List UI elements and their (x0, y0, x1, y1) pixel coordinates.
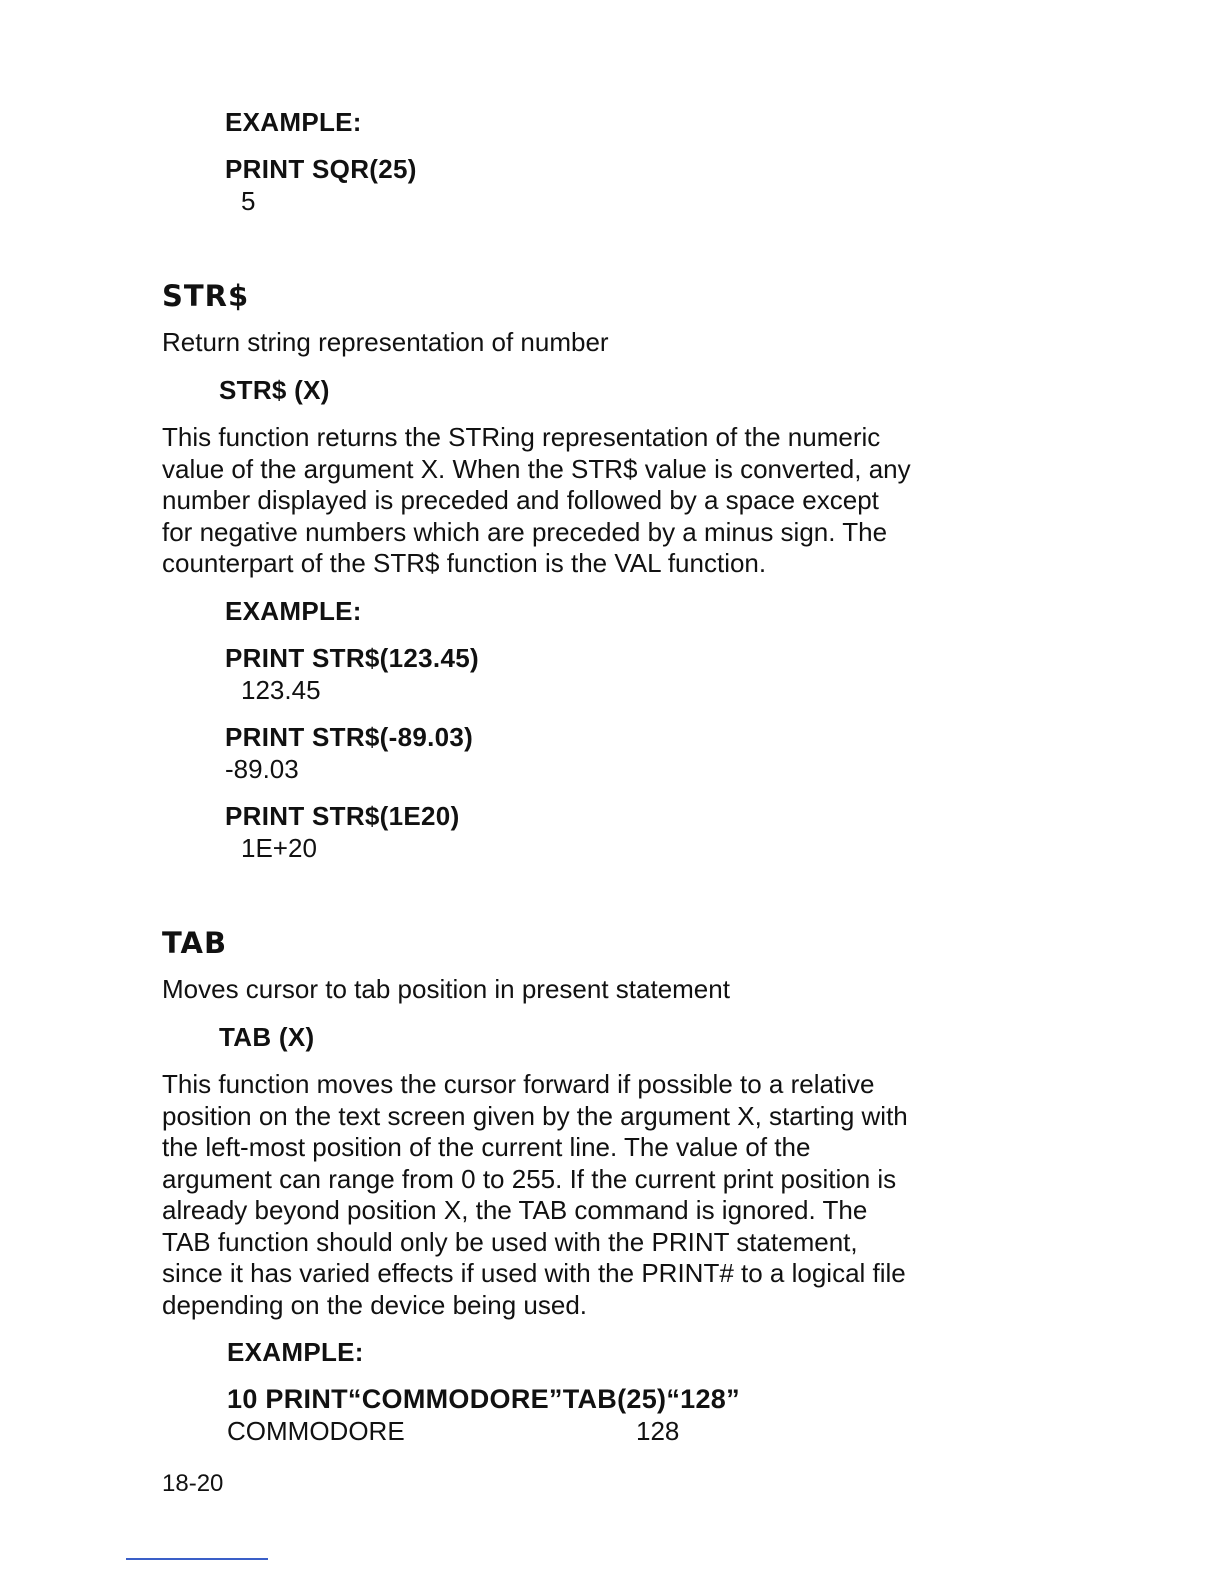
str-heading: STR$ (162, 279, 250, 313)
tab-syntax: TAB (X) (219, 1022, 315, 1052)
sqr-example-command: PRINT SQR(25) (225, 154, 417, 184)
tab-description (162, 1069, 1022, 1321)
str-description-line: This function returns the STRing representation of the numeric (162, 422, 881, 452)
tab-description-line: depending on the device being used. (162, 1289, 588, 1320)
str-syntax: STR$ (X) (219, 375, 330, 405)
tab-description-line: the left-most position of the current line. The value of the (162, 1132, 811, 1162)
str-example-command: PRINT STR$(-89.03) (225, 722, 474, 752)
str-example-command: PRINT STR$(123.45) (225, 643, 479, 673)
str-example-command: PRINT STR$(1E20) (225, 801, 460, 831)
footer-rule (126, 1558, 268, 1560)
tab-description-line: position on the text screen given by the argument X, starting with (162, 1100, 908, 1131)
tab-example-output-left: COMMODORE (227, 1416, 405, 1446)
tab-description-line: already beyond position X, the TAB command is ignored. The (162, 1195, 868, 1225)
tab-example-command: 10 PRINT“COMMODORE”TAB(25)“128” (227, 1384, 740, 1414)
str-summary: Return string representation of number (162, 327, 609, 357)
tab-description-line: This function moves the cursor forward if possible to a relative (162, 1069, 875, 1099)
tab-heading: TAB (162, 926, 228, 960)
str-description-line: for negative numbers which are preceded by a minus sign. The (162, 516, 888, 547)
str-example-label: EXAMPLE: (225, 596, 362, 626)
str-description (162, 422, 1022, 580)
tab-description-line: TAB function should only be used with the PRINT statement, (162, 1226, 858, 1257)
sqr-example-output: 5 (241, 186, 256, 216)
tab-description-line: argument can range from 0 to 255. If the current print position is (162, 1163, 897, 1194)
tab-example-label: EXAMPLE: (227, 1337, 364, 1367)
str-example-output: 1E+20 (241, 833, 317, 863)
str-description-line: value of the argument X. When the STR$ value is converted, any (162, 453, 911, 484)
sqr-example-label: EXAMPLE: (225, 107, 362, 137)
str-example-output: -89.03 (225, 754, 299, 784)
tab-example-output-right: 128 (636, 1416, 680, 1446)
str-description-line: number displayed is preceded and followed by a space except (162, 485, 879, 515)
tab-description-line: since it has varied effects if used with the PRINT# to a logical file (162, 1258, 906, 1288)
page-number: 18-20 (162, 1470, 224, 1497)
str-description-line: counterpart of the STR$ function is the VAL function. (162, 548, 767, 578)
tab-summary: Moves cursor to tab position in present statement (162, 974, 730, 1004)
str-example-output: 123.45 (241, 675, 321, 705)
